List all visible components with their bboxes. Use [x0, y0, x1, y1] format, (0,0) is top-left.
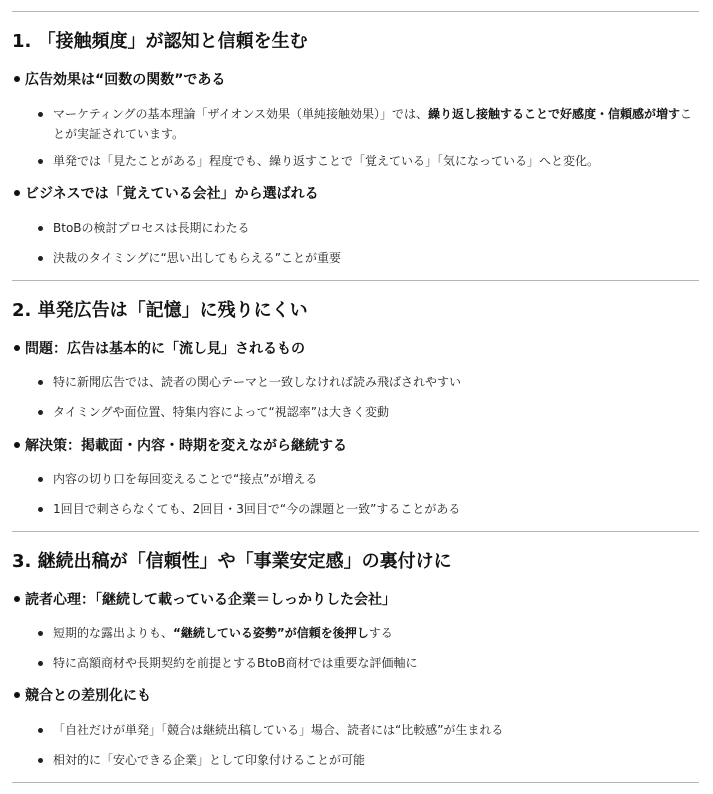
list-item: 短期的な露出よりも、“継続している姿勢”が信頼を後押しする: [53, 623, 393, 643]
list-item: 特に新聞広告では、読者の関心テーマと一致しなければ読み飛ばされやすい: [53, 372, 461, 392]
bullet-icon: [14, 76, 20, 82]
list-item: 内容の切り口を毎回変えることで“接点”が増える: [53, 469, 317, 489]
section-3-subheading-1: 読者心理：「継続して載っている企業＝しっかりした会社」: [12, 590, 396, 610]
list-item: 1回目で刺さらなくても、2回目・3回目で“今の課題と一致”することがある: [53, 499, 460, 519]
list-item: BtoBの検討プロセスは長期にわたる: [53, 218, 250, 238]
bullet-icon: [14, 692, 20, 698]
section-divider: [12, 280, 699, 281]
bullet-icon: [14, 596, 20, 602]
section-2-subheading-2: 解決策：掲載面・内容・時期を変えながら継続する: [12, 436, 347, 456]
section-1-subheading-2: ビジネスでは「覚えている会社」から選ばれる: [12, 184, 319, 204]
list-item: 相対的に「安心できる企業」として印象付けることが可能: [53, 750, 365, 770]
list-item: マーケティングの基本理論「ザイオンス効果（単純接触効果）」では、繰り返し接触することで好感度・信頼感が増すことが実証されています。: [53, 104, 699, 144]
list-item: 単発では「見たことがある」程度でも、繰り返すことで「覚えている」「気になっている」へと変化。: [53, 151, 599, 171]
section-3-title: 3. 継続出稿が「信頼性」や「事業安定感」の裏付けに: [12, 551, 452, 572]
section-1-title: 1. 「接触頻度」が認知と信頼を生む: [12, 31, 308, 52]
list-item: 「自社だけが単発」「競合は継続出稿している」場合、読者には“比較感”が生まれる: [53, 720, 503, 740]
bullet-icon: [14, 190, 20, 196]
section-1-subheading-1: 広告効果は“回数の関数”である: [12, 70, 225, 90]
bullet-icon: [14, 442, 20, 448]
emphasis-text: 繰り返し接触することで好感度・信頼感が増す: [428, 107, 681, 121]
bottom-divider: [12, 782, 699, 783]
top-divider: [12, 11, 699, 12]
list-item: 特に高額商材や長期契約を前提とするBtoB商材では重要な評価軸に: [53, 653, 418, 673]
bullet-icon: [14, 345, 20, 351]
section-3-subheading-2: 競合との差別化にも: [12, 686, 151, 706]
section-2-title: 2. 単発広告は「記憶」に残りにくい: [12, 300, 308, 321]
section-divider: [12, 531, 699, 532]
list-item: 決裁のタイミングに“思い出してもらえる”ことが重要: [53, 248, 341, 268]
list-item: タイミングや面位置、特集内容によって“視認率”は大きく変動: [53, 402, 389, 422]
section-2-subheading-1: 問題：広告は基本的に「流し見」されるもの: [12, 339, 305, 359]
emphasis-text: “継続している姿勢”が信頼を後押し: [173, 626, 369, 640]
